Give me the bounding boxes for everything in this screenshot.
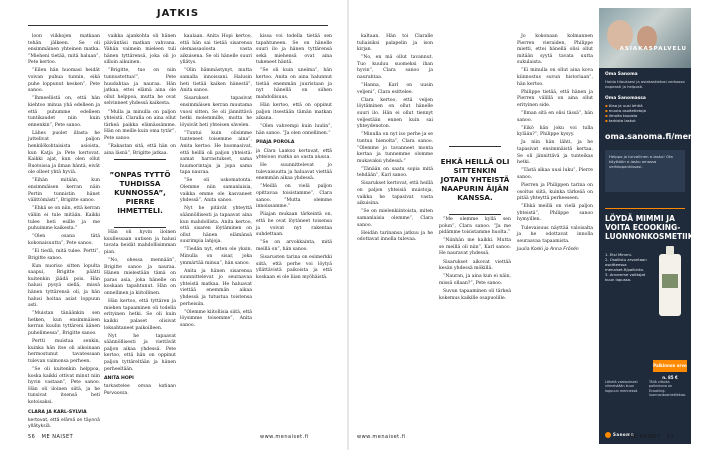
c2-byline-text: tarkastelee omaa kotiaan Porvoossa. — [104, 384, 176, 396]
left-page-number: 56 — [28, 434, 36, 440]
c2b-p2: Hän kertoo, että tyttären ja miehen tapaaminen oli todella erityinen hetki. Se oli kuin kaikki palaset olisivat loksahtaneet paikoilleen. — [104, 299, 176, 331]
c4-p1: ”Se oli kuin unelma”, hän kertoo. Anita on aina halunnut tietää enemmän juuristaan ja nyt hänellä on siihen mahdollisuus. — [256, 68, 332, 100]
c5-p8: Heidän tarinansa jatkuu ja he odottavat innolla tulevaa. — [357, 230, 433, 243]
c6-p2: Philippe tietää, että hänen ja Pierren välillä on aina ollut erityinen side. — [517, 89, 593, 108]
c3-p5: Nyt he pitävät yhteyttä säännöllisesti ja tapaavat aina kun mahdollista. Anita kertoo, että sisaren löytäminen on ollut hänen elämänsä suurimpia lahjoja. — [180, 206, 252, 245]
column-6-spacer — [439, 34, 511, 144]
c1-p1: ”Eilen hän huomasi heidät voivan puhua tunnin, eikä puhe loppunut kesken”, Pete sanoo. — [28, 68, 100, 94]
c3-p0: kaulaan. Anita Hopi kertoo, että hän sai tietää sisarensa olemassaolosta vasta aikuisena. Se oli hänelle suuri yllätys. — [180, 34, 252, 66]
c5-p2: ”Hanna, Karl on uusin veljeni”, Clara esittelee. — [357, 83, 433, 95]
c2b-p3: Nyt he tapaavat säännöllisesti ja viettävät paljon aikaa yhdessä. Pete kertoo, että hän on oppinut paljon tyttäreltään ja hänen perheeltään. — [104, 333, 176, 372]
c6-p1: ”Ei minulla on ollut aina kova kiinnostus suvun historiaan”, hän kertoo. — [517, 68, 593, 87]
c4-p0: kissa voi todella tietää sen tapahtuneen. Se on hänelle suuri ilo ja hänen tyttärensä sekä miehensä ovat aina tukeneet häntä. — [256, 34, 332, 66]
bottle-label — [662, 274, 678, 288]
ad-text-1: Hoida tilauksesi ja asiakastietosi verkossa nopeasti ja helposti. — [605, 79, 685, 89]
c3-p1: ”Olin hämmästynyt, mutta samalla innoissani. Halusin heti tietää kaiken hänestä”, Anita sanoo. — [180, 68, 252, 94]
c6-p6: ”Tästä alkaa uusi luku”, Pierre sanoo. — [517, 168, 593, 180]
c3-p7: Anita ja hänen sisarensa suunnittelevat jo seuraavaa yhteistä matkaa. He haluavat viettää enemmän aikaa yhdessä ja tutustua toistensa perheisiin. — [180, 268, 252, 307]
c4b-p2: Piiajan mukaan tärkeintä on, että he ovat löytäneet toisensa ja voivat nyt rakentaa suhdettaan. — [256, 212, 332, 238]
column-7 — [517, 34, 593, 414]
c5b-p0: ”Me olemme kyllä sen polun”, Clara sanoo. ”Ja me pidämme toisistamme huolta.” — [439, 217, 511, 236]
c3-p3: ”Tuntui kuin olisimme tunteneet toisemme aina”, Anita kertoo. He huomasivat, että heillä oli paljon yhteistä: samat harrastukset, sama huumorintaju ja jopa sama tapa nauraa. — [180, 130, 252, 176]
ad-heading-1: Oma Sanoma — [605, 72, 638, 77]
product-bottle-icon — [659, 254, 681, 316]
c5-p0: kaltaan. Hän toi Claralle tuliaisiksi palapelin ja ison kirjan. — [357, 34, 433, 53]
c2-p2: ”Mulla ja minulla on paljon yhteistä. Claralla on aina ollut tärkeä paikka elämässämme. Hän on meille kuin oma tytär”, Pete sanoo. — [104, 109, 176, 141]
ad-url[interactable]: oma.sanoma.fi/menaiset — [605, 132, 716, 141]
c6-p4: ”Eikö hän joku voi tulla kylään?”, Philippe kysyy. — [517, 125, 593, 138]
c1-p6: ”Olen osana tätä kokonaisuutta”, Pete sanoo. — [28, 234, 100, 246]
c2b-p1: ”No, ohessa mennään”, Brigitte sanoo ja nauraa. Hänen mielestään tämä on paras asia, joka hänelle on koskaan tapahtunut. Hän on onnellinen ja kiitollinen. — [104, 258, 176, 297]
left-folio-url: www.menaiset.fi — [260, 434, 309, 440]
column-5 — [357, 34, 433, 414]
ad-divider — [605, 208, 685, 209]
c1-p8: Kun nuoriso sitten lopulta saapui, Brigitte päätti kuitenkin jäädä pois. Hän halusi pysyä siellä, missä hänen tyttärensä oli, ja hän halusi hoitaa asiat loppuun asti. — [28, 263, 100, 309]
ad-banner-label: ASIAKASPALVELU — [619, 46, 687, 52]
c1-p11: ”Se oli kuitenkin helppoa, koska kaikki ottivat minut niin hyvin vastaan”, Pete sanoo. Hän oli iloinen siitä, ja he tunsivat itsensä heti kotoisaksi. — [28, 367, 100, 405]
c3-p2: Sisarukset tapasivat ensimmäisen kerran muutama vuosi sitten. Se oli jännittävä hetki molemmille, mutta he löysivät heti yhteisen sävelen. — [180, 96, 252, 128]
c6-p9: Tulevaisuus näyttää valoisalta ja he odottavat innolla seuraavaa tapaamista. — [517, 225, 593, 244]
left-magazine-name: ME NAISET — [41, 434, 74, 440]
c4-p2: Hän kertoo, että on oppinut paljon itsestään tämän matkan aikana. — [256, 102, 332, 122]
ad-photo — [599, 8, 691, 68]
c6-p3: ”Ilman sitä en olisi tässä”, hän sanoo. — [517, 111, 593, 123]
ad-box-text: Helppo ja turvallinen e-lasku! Ota käyttöön e-lasku omassa verkkopankissasi. — [609, 154, 673, 169]
column-1 — [28, 34, 100, 430]
ad-bullet-2: ▪ muuta osoitetietoja — [605, 108, 687, 113]
ad-block-1 — [605, 72, 687, 89]
right-folio — [629, 434, 674, 440]
c1-p5: ”Ehkä se on niin, että kerran väliin ei tule mitään. Kaikki tulee heti esille ja me puhuimme kaikesta.” — [28, 206, 100, 232]
c5-p5: ”Tänään on saatu sopia mitä tehdään”, Karl sanoo. — [357, 166, 433, 179]
c1-p3: Lähes puolet illasta he juttelivat paljon henkilökohtaisista asioista, kun Katja ja Pete kertovat. Kaikki ajat, kun olen ollut Ruotsissa ja ilman häntä, eivät ole olleet yhtä hyviä. — [28, 130, 100, 176]
c5b-p4: Suvun tapaaminen oli tärkeä kokemus kaikille osapuolille. — [439, 288, 511, 301]
c1-byline: CLARA JA KARL-SYLVIA — [28, 409, 87, 415]
column-3 — [180, 34, 252, 414]
c1-p10: Pertti muistaa senkin, kuinka hän itse oli aikoinaan hermostunut tavatessaan tulevan vaimonsa perheen. — [28, 339, 100, 364]
column-6 — [439, 34, 511, 414]
pullquote2-rule-bottom — [449, 214, 501, 215]
left-page — [0, 0, 347, 450]
c1-p9: ”Muistan tänäänkin sen hetken, kun ensimmäisen kerran kuulin tyttäreni äänen puhelimessa”, Brigitte sanoo. — [28, 311, 100, 337]
c4b-p1: ”Meillä on vielä paljon opittavaa toisistamme”, Clara sanoo. ”Mutta olemme innoissamme.” — [256, 184, 332, 210]
c6-p0: Jo kokonaan kolmannen Pierren vieraiden, Philippe mietti, ettei hänellä olisi ollut mitään syytä tavata uutta sukulaista. — [517, 34, 593, 66]
c5b-p2: Sisarukset aikovat viettää kesän yhdessä mökillä. — [439, 259, 511, 272]
advertisement[interactable] — [599, 8, 716, 444]
c1-byline-text: kertovat, että elämä on täynnä yllätyksiä. — [28, 417, 100, 430]
c2b-p0: Hän oli hyvin iloinen kuullessaan uutisen ja halusi tavata heidät mahdollisimman pian. — [104, 230, 176, 255]
logo-dot-icon — [605, 432, 611, 438]
column-2 — [104, 34, 176, 414]
ad-info-box — [605, 150, 685, 192]
c5b-p1: ”Niinhän me kaikki. Mutta se meillä oli niin”, Karl sanoo. He nauravat yhdessä. — [439, 238, 511, 257]
c5-p7: ”Se on mielenkiintoista, miten samanlaisia olemme”, Clara sanoo. — [357, 209, 433, 228]
right-folio-url: www.menaiset.fi — [357, 434, 406, 440]
pullquote-rule-bottom — [114, 227, 166, 228]
left-folio — [28, 434, 73, 440]
pullquote: ”ONPAS TYTTÖ TUHDISSA KUNNOSSA”, PIERRE IHMETTELI. — [109, 170, 171, 216]
ad-price-tag: Palkinnon arvo n. 85 € — [653, 360, 687, 372]
c3-p6: ”Tiedän nyt, etten ole yksin. Minulla on sisar, joka ymmärtää minua”, hän sanoo. — [180, 247, 252, 266]
ad-heading-2: Oma Sanomassa — [605, 96, 646, 101]
ad-step-2: 2. Osallistu arvontaan osoitteessa menaiset.fi/palkinto. — [605, 257, 647, 272]
c1-p4: ”Eihän mitään, kun ensimmäisen kerran näin Pertin tunnistin hänet välittömästi”, Brigitte sanoo. — [28, 178, 100, 204]
ad-logo-text: Sanoma — [613, 432, 635, 437]
ad-step-3: 3. Arvomme voittajat kuun lopussa. — [605, 272, 646, 282]
c3-p8: ”Olemme kiitollisia siitä, että löysimme toisemme”, Anita sanoo. — [180, 309, 252, 328]
c5-p6: Sisarukset kertovat, että heillä on paljon yhteisiä muistoja, vaikka he tapasivat vasta aikuisina. — [357, 181, 433, 207]
c4-p3: ”Olen vahvempi kuin luulin”, hän sanoo. ”Ja olen onnellinen.” — [256, 124, 332, 136]
c2-p3: ”Rakastan sitä, että hän on aina läsnä”, Brigitte jatkaa. — [104, 144, 176, 156]
top-rule — [28, 25, 328, 26]
pullquote2-rule-top — [449, 146, 501, 147]
ad-bullets — [605, 103, 687, 123]
c6-p8: ”Ehkä meillä on vielä paljon yhteistä”, Philippe sanoo hymyillen. — [517, 204, 593, 223]
c4-byline-text: ja Clara Laakso kertovat, että yhteinen matka on vasta alussa. — [256, 148, 332, 161]
ad-fineprint-2: Tällä viikolla palkintona on Ecooking-luonnonkosmetiikkaa. — [649, 380, 687, 398]
c4-byline: PIIAJA POROLA — [256, 140, 295, 146]
c4b-p4: Sisarusten tarina on esimerkki siitä, että perhe voi löytyä yllättävistä paikoista ja että koskaan ei ole liian myöhäistä. — [256, 254, 332, 280]
ad-step-1: 1. Etsi Mimmi. — [605, 252, 632, 257]
ad-bullet-1: ▪ tilaa ja uusi lehtiä — [605, 103, 687, 108]
c6-p5: Ja niin hän lähti, ja he tapasivat ensimmäistä kertaa. Se oli jännittävä ja tunteikas hetki. — [517, 140, 593, 166]
section-title: JATKIS — [156, 8, 200, 19]
right-page-number: 57 — [666, 434, 675, 440]
ad-cta-headline: LÖYDÄ MIMMI JA VOITA ECOOKING-LUONNONKOSMETIIKKAA! — [605, 214, 715, 241]
c4b-p3: ”Se on arvokkainta, mitä meillä on”, hän sanoo. — [256, 240, 332, 252]
c3-p4: ”Se oli uskomatonta. Olemme niin samanlaisia, vaikka emme ole kasvaneet yhdessä”, Anita sanoo. — [180, 178, 252, 204]
c2-p0: vaikka ajankohta oli hänen päiväntäsi matkan vahvana. Vähän vaimein mieleen tuli hänen tyttärensä, joka oli jo silloin aikuinen. — [104, 34, 176, 66]
right-page — [349, 0, 716, 450]
c6-p7: Pierren ja Philippen tarina on osoitus siitä, kuinka tärkeää on pitää yhteyttä perheeseen. — [517, 182, 593, 202]
c1-p2: ”Ihmeellistä on, että hän kiehtoo minua yhä edelleen ja että puhumme edelleen tuntikaudet niin kuin ennenkin”, Pete sanoo. — [28, 96, 100, 128]
c5b-p3: ”Nauran, ja aina kun ei näin, missä ollaan?”, Pete sanoo. — [439, 274, 511, 286]
c1-p0: loon viikkojen matkaan tehän jälkeen. Se oli ensimmäinen yhteinen matka. ”Mieheni tietää, mitä haluan”, Pete kertoo. — [28, 34, 100, 66]
c1-p7: ”Ei tiedä, mitä tulee. Pertti”, Brigitte sanoo. — [28, 248, 100, 261]
ad-fineprint-1: Lähetä vastauksesi viimeistään kuun loppuun mennessä. — [605, 380, 639, 393]
c5-p1: ”No, en mä ollut tavannut. Tuo kuuluu suomeksi ihan hyvin”, Clara sanoo ja naurahtaa. — [357, 55, 433, 81]
ad-steps — [605, 252, 653, 282]
right-magazine-name: ME NAISET — [629, 434, 661, 440]
pullquote-2: EHKÄ HEILLÄ OLI SITTENKIN JOTAIN YHTEISTÄ NAAPURIN ÄIJÄN KANSSA. — [440, 157, 510, 202]
article-credits: Juulia Koski ja Anna Frösén — [517, 246, 579, 252]
c5-p4: ”Minulla on nyt iso perhe ja se tuntuu hienolta”, Clara sanoo. ”Olemme jo tavanneet monta kertaa ja tunnemme olomme mukavaksi yhdessä.” — [357, 132, 433, 164]
ad-bullet-3: ▪ ilmoita tauosta — [605, 113, 687, 118]
c2-p1: ”Brigitte, tuo on niin tunnustettua!”, Pete huudahtaa ja nauraa. Hän jatkaa, ettei elämä aina ole ollut helppoa, mutta he ovat selvinneet yhdessä kaikesta. — [104, 68, 176, 107]
ad-bullet-4: ▪ tarkista laskut — [605, 118, 687, 123]
ad-block-2 — [605, 96, 687, 123]
column-4 — [256, 34, 332, 414]
c5-p3: Clara kertoo, että veljen löytäminen on ollut hänelle suuri ilo. Hän ei ollut tiennyt veljestään ennen kuin sai yhteydenoton. — [357, 97, 433, 130]
c4b-p0: He suunnittelevat jo tulevaisuutta ja haluavat viettää enemmän aikaa yhdessä. — [256, 163, 332, 182]
pullquote-rule-top — [114, 159, 166, 160]
c2-byline: ANITA HOPI — [104, 376, 134, 382]
